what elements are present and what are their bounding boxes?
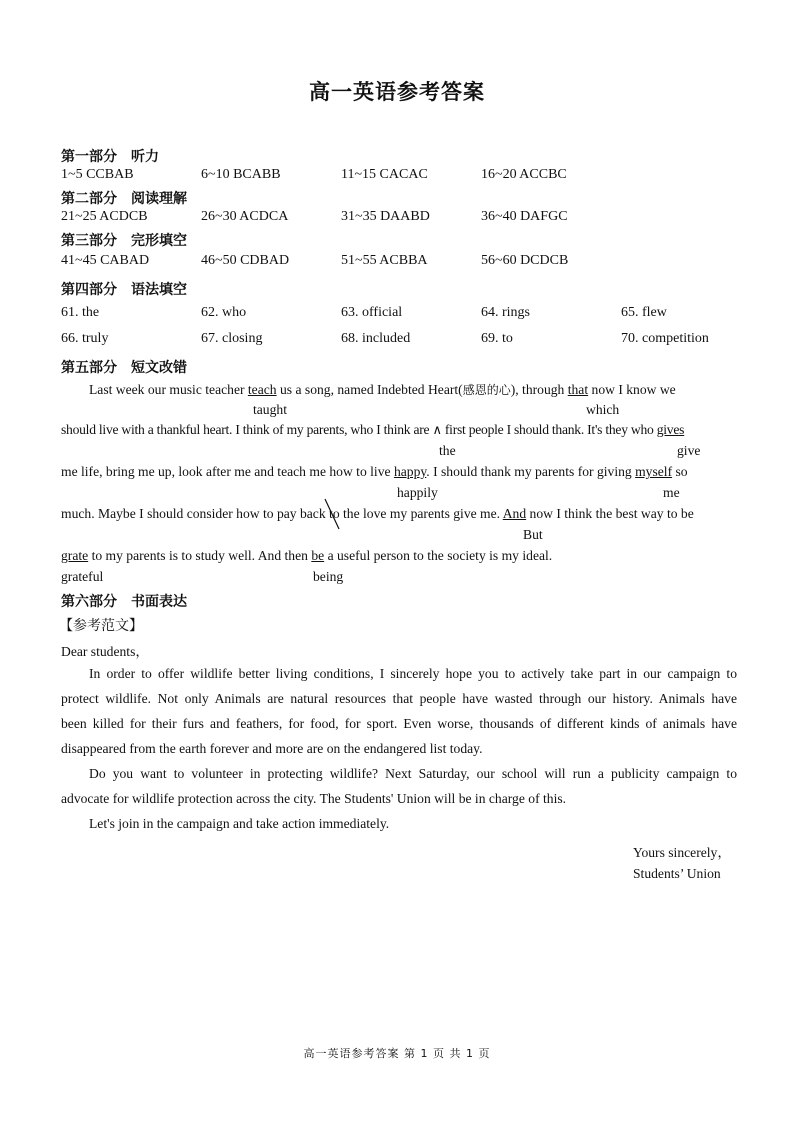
correction-word: which	[586, 402, 620, 417]
part2-heading: 第二部分 阅读理解	[61, 191, 187, 207]
essay-line: In order to offer wildlife better living conditions, I sincerely hope you to actively take part in our campaign to	[89, 666, 737, 681]
part6-heading: 第六部分 书面表达	[61, 594, 187, 610]
page-footer: 高一英语参考答案 第 1 页 共 1 页	[303, 1047, 491, 1060]
text: to my parents is to study well. And then	[88, 548, 312, 563]
part2-answer: 36~40 DAFGC	[481, 209, 568, 224]
part4-answer: 62. who	[201, 305, 247, 320]
correction-line-5	[61, 548, 552, 564]
struck-word-text: to	[329, 506, 340, 521]
part4-answer: 67. closing	[201, 331, 263, 346]
error-word: teach	[247, 382, 277, 397]
part3-answer: 46~50 CDBAD	[201, 253, 290, 268]
part1-answer: 6~10 BCABB	[201, 167, 281, 182]
essay-line: advocate for wildlife protection across the city. The Students' Union will be in charge of this.	[61, 791, 567, 806]
part1-answer: 11~15 CACAC	[341, 167, 428, 182]
part3-heading: 第三部分 完形填空	[61, 233, 187, 249]
part4-answer: 64. rings	[481, 305, 530, 320]
correction-word: give	[677, 443, 701, 458]
text: me life, bring me up, look after me and teach me how to live	[61, 464, 394, 479]
part4-heading: 第四部分 语法填空	[61, 282, 187, 298]
insertion-caret-icon: ∧	[432, 423, 442, 438]
part1-answer: 16~20 ACCBC	[481, 167, 567, 182]
part4-answer: 61. the	[61, 305, 100, 320]
text: ), through	[510, 382, 568, 397]
chinese-gloss: 感恩的心	[462, 383, 511, 397]
part4-answer: 66. truly	[61, 331, 109, 346]
text: so	[672, 464, 688, 479]
correction-word: the	[439, 443, 456, 458]
letter-closing: Yours sincerely，	[633, 845, 731, 860]
part2-answer: 31~35 DAABD	[341, 209, 430, 224]
correction-line-4	[61, 506, 694, 522]
error-word: myself	[635, 464, 673, 479]
essay-line: Do you want to volunteer in protecting wildlife? Next Saturday, our school will run a publicity campaign to	[89, 766, 737, 781]
part1-answer: 1~5 CCBAB	[61, 167, 134, 182]
part4-answer: 68. included	[341, 331, 411, 346]
text: Last week our music teacher	[89, 382, 248, 397]
text: should live with a thankful heart. I think of my parents, who I think are	[61, 422, 433, 437]
error-word: grate	[61, 548, 89, 563]
part3-answer: 51~55 ACBBA	[341, 253, 428, 268]
text: a useful person to the society is my ideal.	[324, 548, 553, 563]
part4-answer: 65. flew	[621, 305, 667, 320]
correction-line-3	[61, 464, 688, 480]
correction-word: But	[523, 527, 543, 542]
page-title: 高一英语参考答案	[309, 79, 485, 104]
essay-line: Let's join in the campaign and take action immediately.	[89, 816, 390, 831]
error-word: happy	[393, 464, 427, 479]
text: . I should thank my parents for giving	[426, 464, 636, 479]
part3-answer: 56~60 DCDCB	[481, 253, 569, 268]
essay-line: been killed for their furs and feathers, for food, for sport. Even worse, thousands of different kinds of animals have	[61, 716, 737, 731]
part3-answer: 41~45 CABAD	[61, 253, 150, 268]
correction-word: taught	[253, 402, 287, 417]
text: first people I should thank. It's they who	[441, 422, 657, 437]
correction-line-1	[89, 381, 676, 398]
part1-heading: 第一部分 听力	[61, 149, 159, 165]
text: now I think the best way to be	[526, 506, 694, 521]
text: us a song, named Indebted Heart(	[276, 382, 463, 397]
correction-word: grateful	[61, 569, 104, 584]
strike-slash-icon	[323, 498, 343, 532]
part2-answer: 26~30 ACDCA	[201, 209, 289, 224]
error-word: that	[567, 382, 589, 397]
correction-word: being	[313, 569, 344, 584]
struck-word	[329, 506, 340, 521]
correction-word: happily	[397, 485, 438, 500]
part4-answer: 70. competition	[621, 331, 709, 346]
text: much. Maybe I should consider how to pay back	[61, 506, 330, 521]
error-word: be	[311, 548, 325, 563]
essay-line: disappeared from the earth forever and more are on the endangered list today.	[61, 741, 483, 756]
part5-heading: 第五部分 短文改错	[61, 360, 187, 376]
error-word: And	[502, 506, 527, 521]
text: the love my parents give me.	[339, 506, 503, 521]
part4-answer: 63. official	[341, 305, 403, 320]
correction-word: me	[663, 485, 680, 500]
part4-answer: 69. to	[481, 331, 513, 346]
sample-essay-label: 【参考范文】	[59, 618, 143, 634]
essay-line: protect wildlife. Not only Animals are natural resources that people have wasted through our history. Animals have	[61, 691, 737, 706]
letter-signature: Students’ Union	[633, 866, 721, 881]
part2-answer: 21~25 ACDCB	[61, 209, 148, 224]
error-word: gives	[656, 422, 685, 437]
correction-line-2	[61, 422, 684, 438]
text: now I know we	[588, 382, 676, 397]
letter-greeting: Dear students，	[61, 644, 149, 659]
